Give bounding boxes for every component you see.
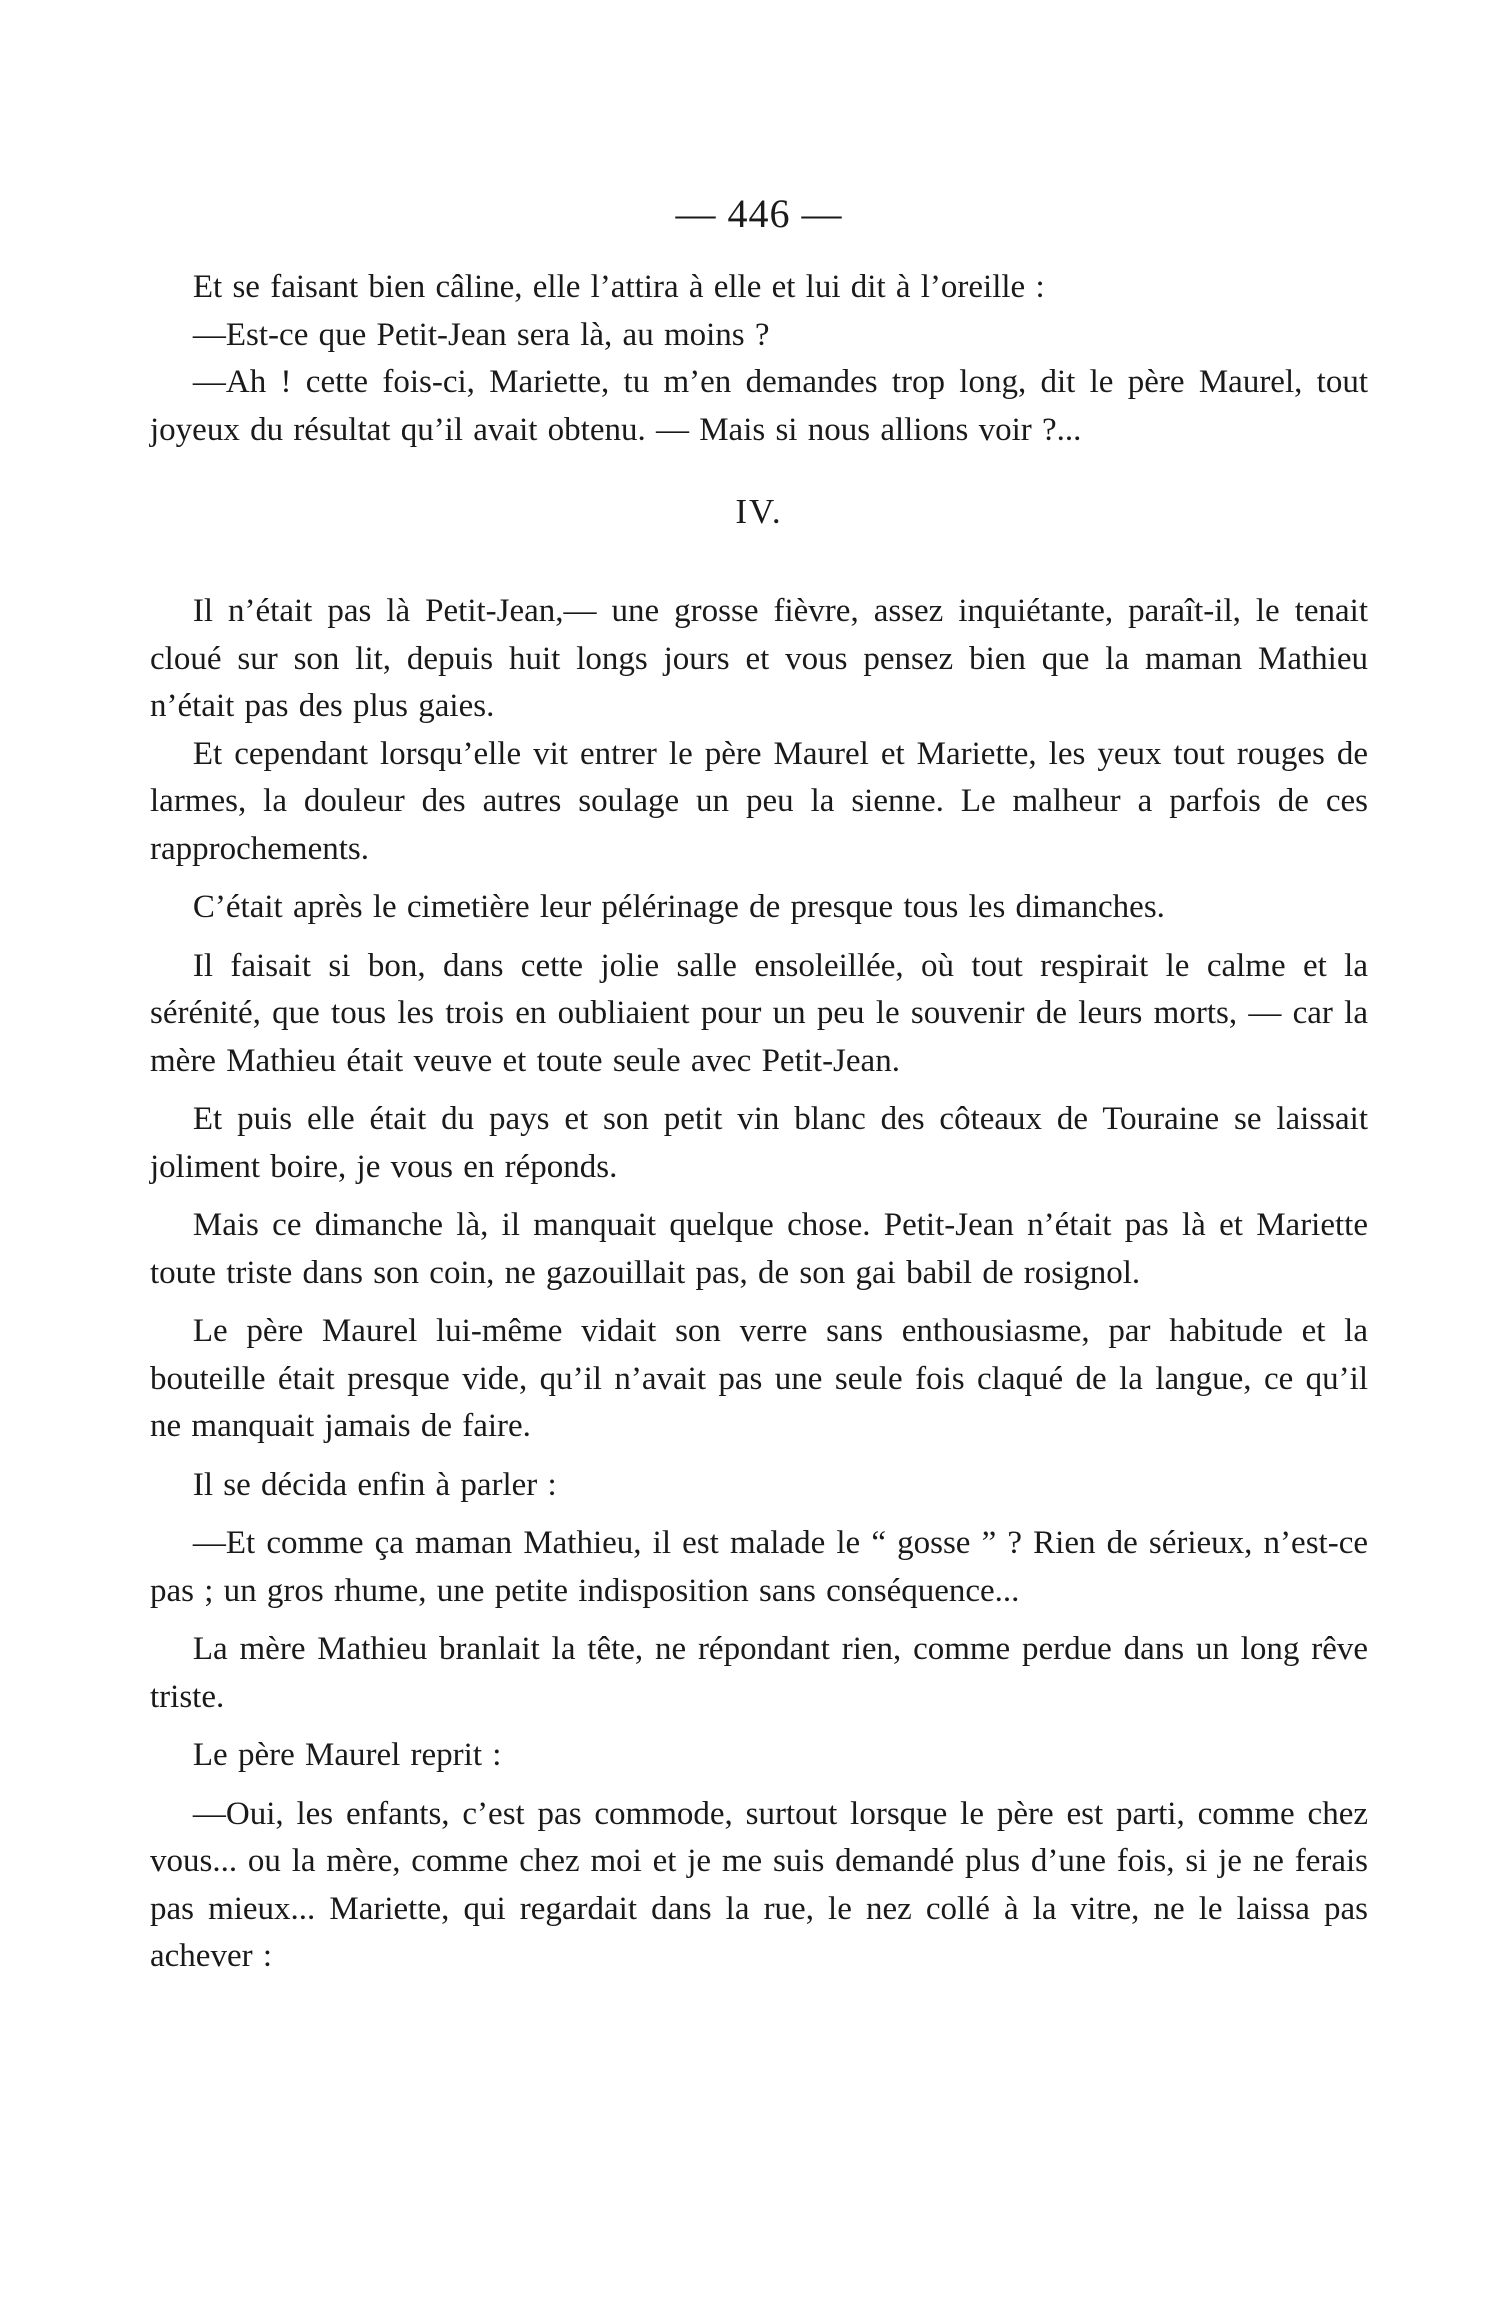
paragraph: Et cependant lorsqu’elle vit entrer le père Maurel et Mariette, les yeux tout rouges de larmes, la douleur des autres soulage un peu la sienne. Le malheur a parfois de ces rapprochements. (150, 735, 1368, 867)
paragraph: —Ah ! cette fois-ci, Mariette, tu m’en demandes trop long, dit le père Maurel, tout joyeux du résultat qu’il avait obtenu. — Mais si nous allions voir ?... (150, 364, 1368, 448)
paragraph: —Et comme ça maman Mathieu, il est malade le “ gosse ” ? Rien de sérieux, n’est-ce pas ; un gros rhume, une petite indisposition sans conséquence... (150, 1525, 1368, 1609)
paragraph: Et se faisant bien câline, elle l’attira à elle et lui dit à l’oreille : (192, 269, 1045, 305)
paragraph: Il se décida enfin à parler : (192, 1466, 557, 1503)
paragraph: —Est-ce que Petit-Jean sera là, au moins ? (192, 316, 770, 353)
paragraph: Le père Maurel lui-même vidait son verre sans enthousiasme, par habitude et la bouteille était presque vide, qu’il n’avait pas une seule fois claqué de la langue, ce qu’il ne manquait jamais de faire. (150, 1313, 1368, 1444)
paragraph: Il n’était pas là Petit-Jean,— une grosse fièvre, assez inquiétante, paraît-il, le tenait cloué sur son lit, depuis huit longs jours et vous pensez bien que la maman Mathieu n’était pas des plus gaies. (150, 593, 1368, 724)
paragraph: —Oui, les enfants, c’est pas commode, surtout lorsque le père est parti, comme chez vous... ou la mère, comme chez moi et je me suis demandé plus d’une fois, si je ne ferais pas mieux... Mariette, qui regardait dans la rue, le nez collé à la vitre, ne le laissa pas achever : (150, 1795, 1368, 1974)
paragraph: Il faisait si bon, dans cette jolie salle ensoleillée, où tout respirait le calme et la sérénité, que tous les trois en oubliaient pour un peu le souvenir de leurs morts, — car la mère Mathieu était veuve et toute seule avec Petit-Jean. (150, 947, 1368, 1079)
page-number: — 446 — (675, 191, 843, 236)
paragraph: Mais ce dimanche là, il manquait quelque chose. Petit-Jean n’était pas là et Mariette toute triste dans son coin, ne gazouillait pas, de son gai babil de rosignol. (150, 1207, 1368, 1291)
paragraph: C’était après le cimetière leur pélérinage de presque tous les dimanches. (192, 889, 1165, 925)
paragraph: La mère Mathieu branlait la tête, ne répondant rien, comme perdue dans un long rêve triste. (150, 1631, 1368, 1715)
book-page (150, 190, 1368, 1992)
paragraph: Et puis elle était du pays et son petit vin blanc des côteaux de Touraine se laissait joliment boire, je vous en réponds. (150, 1101, 1368, 1185)
section-heading: IV. (735, 492, 783, 531)
paragraph: Le père Maurel reprit : (192, 1737, 502, 1773)
